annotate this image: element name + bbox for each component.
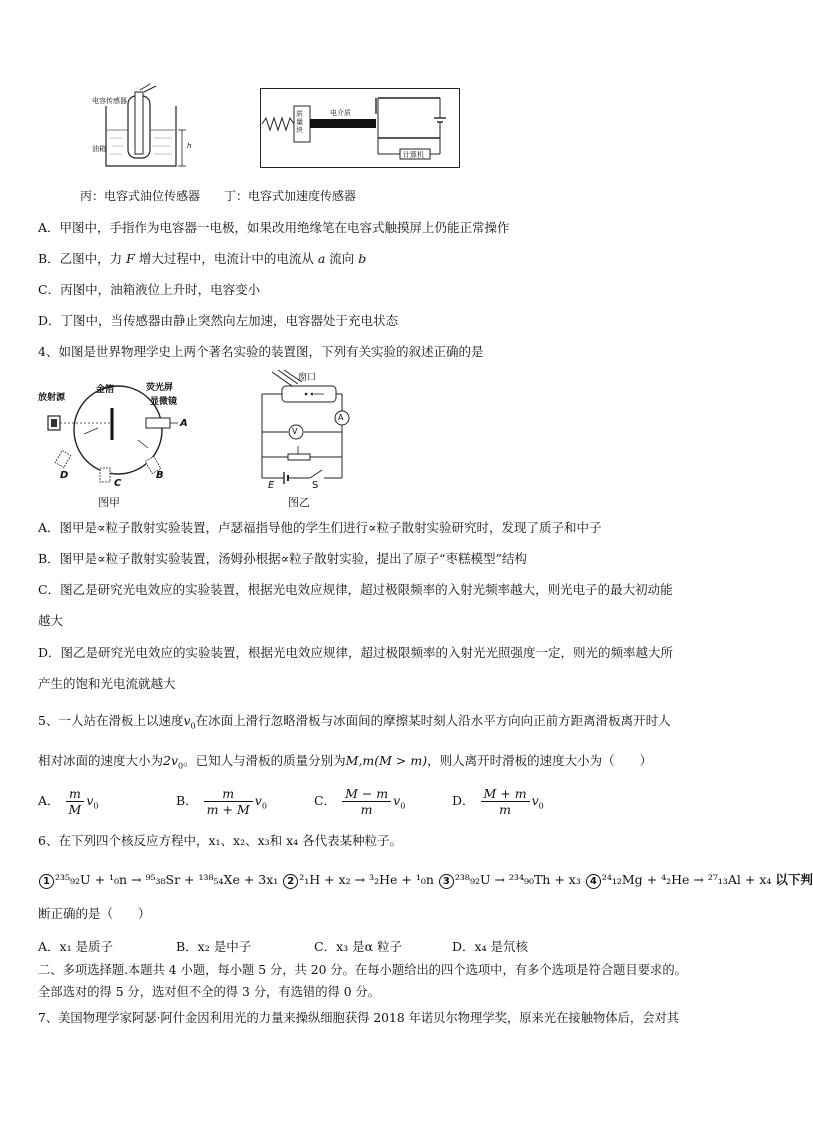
q6-reaction-equations bbox=[38, 870, 813, 889]
q4-option-d-line2: 产生的饱和光电流就越大 bbox=[38, 676, 176, 691]
q5-stem-line1: 5、一人站在滑板上以速度$v_0$在冰面上滑行忽略滑板与冰面间的摩擦某时刻人沿水平方向向正前方距离滑板离开时人 bbox=[38, 713, 671, 731]
voltmeter-label: V bbox=[292, 427, 298, 436]
equation-4: ²⁴₁₂Mg + ⁴₂He → ²⁷₁₃Al + x₄ bbox=[601, 872, 772, 887]
q6-option-c: C．x₃ 是α 粒子 bbox=[314, 939, 403, 954]
equation-3: ²³⁸₉₂U → ²³⁴₉₀Th + x₃ bbox=[454, 872, 581, 887]
fraction: $\frac{m}{M}$ bbox=[66, 786, 85, 817]
figure-caption-bing-ding: 丙：电容式油位传感器 丁：电容式加速度传感器 bbox=[80, 189, 357, 203]
q6-option-b: B．x₂ 是中子 bbox=[176, 939, 252, 954]
equation-1: ²³⁵₉₂U + ¹₀n → ⁹⁵₃₈Sr + ¹³⁸₅₄Xe + 3x₁ bbox=[55, 872, 279, 887]
q4-option-d-line1: D．图乙是研究光电效应的实验装置，根据光电效应规律，超过极限频率的入射光光照强度一定，则光的频率越大所 bbox=[38, 645, 674, 660]
figure-yi-caption: 图乙 bbox=[288, 496, 310, 509]
dielectric-label: 电介质 bbox=[330, 109, 351, 117]
q7-stem-line1: 7、美国物理学家阿瑟·阿什金因利用光的力量来操纵细胞获得 2018 年诺贝尔物理学奖，原来光在接触物体后，会对其 bbox=[38, 1011, 680, 1025]
q4-stem: 4、如图是世界物理学史上两个著名实验的装置图，下列有关实验的叙述正确的是 bbox=[38, 344, 484, 359]
q5-option-b: B． $\frac{m}{m + M}$ $v_0$ bbox=[176, 786, 267, 817]
section2-instructions-line1: 二、多项选择题.本题共 4 小题，每小题 5 分，共 20 分。在每小题给出的四个选项中，有多个选项是符合题目要求的。 bbox=[38, 963, 687, 977]
q3-option-d: D．丁图中，当传感器由静止突然向左加速，电容器处于充电状态 bbox=[38, 313, 399, 328]
q6-option-a: A．x₁ 是质子 bbox=[38, 939, 114, 954]
circled-number: 4 bbox=[586, 874, 601, 889]
q6-stem-line2: 断正确的是（ ） bbox=[38, 906, 151, 921]
circled-number: 1 bbox=[39, 874, 54, 889]
q5-option-c: C． $\frac{M - m}{m}$ $v_0$ bbox=[314, 786, 406, 817]
equation-2: ²₁H + x₂ → ³₂He + ¹₀n bbox=[299, 872, 434, 887]
q5-option-a: A． $\frac{m}{M}$ $v_0$ bbox=[38, 786, 99, 817]
q4-option-c-line2: 越大 bbox=[38, 613, 64, 628]
radioactive-source-label: 放射源 bbox=[38, 393, 66, 403]
position-c-label: C bbox=[114, 478, 122, 489]
q5-stem-line2: 相对冰面的速度大小为$2v_0$。已知人与滑板的质量分别为M,m(M > m)，则人离开时滑板的速度大小为（ ） bbox=[38, 753, 653, 771]
fraction: $\frac{M - m}{m}$ bbox=[342, 786, 391, 817]
q4-option-b: B．图甲是∝粒子散射实验装置，汤姆孙根据∝粒子散射实验，提出了原子“枣糕模型”结构 bbox=[38, 551, 527, 566]
accel-sensor-diagram bbox=[260, 88, 460, 168]
battery-label: E bbox=[268, 480, 275, 491]
window-label: 窗口 bbox=[298, 373, 317, 383]
q6-stem: 6、在下列四个核反应方程中，x₁、x₂、x₃和 x₄ 各代表某种粒子。 bbox=[38, 833, 403, 848]
q3-option-c: C．丙图中，油箱液位上升时，电容变小 bbox=[38, 282, 261, 297]
gold-foil-label: 金箔 bbox=[96, 385, 115, 395]
q6-option-d: D．x₄ 是氘核 bbox=[452, 939, 529, 954]
switch-label: S bbox=[312, 480, 319, 491]
q4-option-c-line1: C．图乙是研究光电效应的实验装置，根据光电效应规律，超过极限频率的入射光频率越大，则光电子的最大初动能 bbox=[38, 582, 673, 597]
sensor-label: 电容传感器 bbox=[92, 97, 127, 105]
position-d-label: D bbox=[60, 470, 69, 481]
q4-option-a: A．图甲是∝粒子散射实验装置，卢瑟福指导他的学生们进行∝粒子散射实验研究时，发现了质子和中子 bbox=[38, 520, 602, 535]
oil-tank-label: 油箱 bbox=[92, 145, 106, 153]
fluorescent-screen-label: 荧光屏 bbox=[146, 383, 174, 393]
q5-option-d: D． $\frac{M + m}{m}$ $v_0$ bbox=[452, 786, 544, 817]
figure-bing bbox=[88, 84, 198, 174]
computer-label: 计算机 bbox=[403, 151, 424, 159]
q3-option-a: A．甲图中，手指作为电容器一电极，如果改用绝缘笔在电容式触摸屏上仍能正常操作 bbox=[38, 220, 510, 235]
circled-number: 2 bbox=[283, 874, 298, 889]
microscope-label: 显微镜 bbox=[150, 397, 178, 407]
q6-tail: 以下判 bbox=[775, 872, 813, 887]
figure-ding bbox=[260, 88, 460, 168]
circled-number: 3 bbox=[439, 874, 454, 889]
height-label: h bbox=[187, 142, 192, 150]
figure-jia-caption: 图甲 bbox=[98, 496, 120, 509]
mass-block-label: 质 量 块 bbox=[296, 110, 303, 134]
figure-yi bbox=[258, 370, 358, 508]
section2-instructions-line2: 全部选对的得 5 分，选对但不全的得 3 分，有选错的得 0 分。 bbox=[38, 985, 381, 999]
q3-option-b: B．乙图中，力 F 增大过程中，电流计中的电流从 a 流向 b bbox=[38, 251, 367, 266]
fraction: $\frac{M + m}{m}$ bbox=[481, 786, 530, 817]
photoelectric-diagram bbox=[258, 370, 358, 490]
position-b-label: B bbox=[156, 470, 164, 481]
ammeter-label: A bbox=[338, 413, 344, 422]
fraction: $\frac{m}{m + M}$ bbox=[204, 786, 253, 817]
position-a-label: A bbox=[180, 418, 188, 429]
figure-jia bbox=[38, 378, 198, 508]
